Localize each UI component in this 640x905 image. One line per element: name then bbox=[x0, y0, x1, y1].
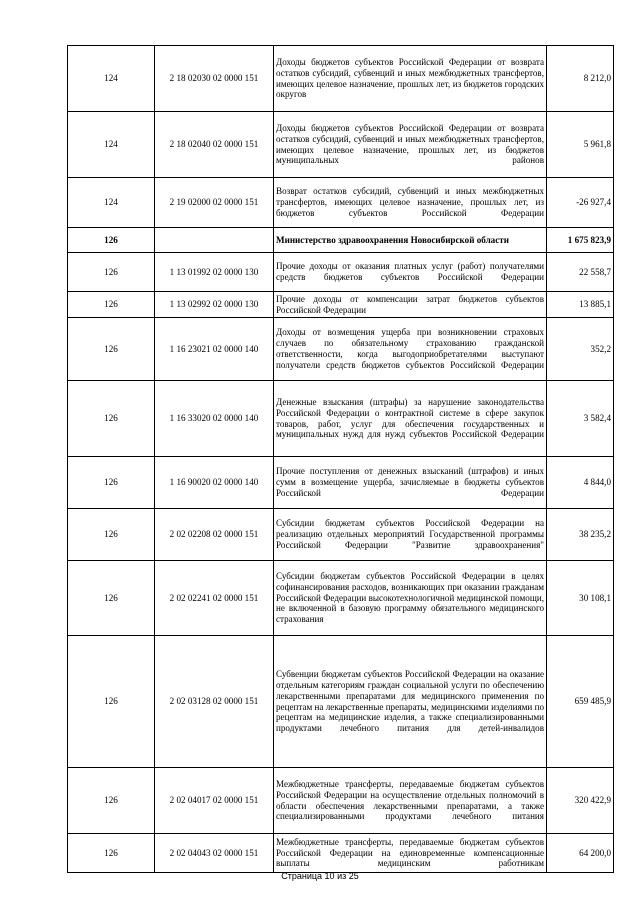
revenue-name-cell: Субвенции бюджетам субъектов Российской Федерации на оказание отдельным категориям граждан социальной услуги по обеспечению лекарственными препаратами для медицинского применения по рецептам на лекарственные препараты, медицинскими изделиями по рецептам на медицинские изделия, а также специализированными продуктами лечебного питания для детей-инвалидов bbox=[274, 636, 547, 768]
admin-code-cell: 126 bbox=[68, 318, 155, 381]
amount-cell: 30 108,1 bbox=[547, 561, 614, 636]
revenue-name-cell: Доходы бюджетов субъектов Российской Федерации от возврата остатков субсидий, субвенций и иных межбюджетных трансфертов, имеющих целевое назначение, прошлых лет, из бюджетов городских округов bbox=[274, 46, 547, 112]
administrator-name-cell: Министерство здравоохранения Новосибирской области bbox=[274, 228, 547, 253]
admin-code-cell: 124 bbox=[68, 46, 155, 112]
admin-code-cell: 126 bbox=[68, 509, 155, 561]
amount-cell: 4 844,0 bbox=[547, 457, 614, 509]
admin-code-cell: 126 bbox=[68, 636, 155, 768]
revenue-name-cell: Прочие доходы от компенсации затрат бюджетов субъектов Российской Федерации bbox=[274, 292, 547, 318]
amount-cell: 64 200,0 bbox=[547, 834, 614, 873]
table-row bbox=[68, 253, 614, 292]
amount-cell: 22 558,7 bbox=[547, 253, 614, 292]
amount-cell: 8 212,0 bbox=[547, 46, 614, 112]
classification-code-cell: 2 02 04043 02 0000 151 bbox=[155, 834, 274, 873]
revenue-name-cell: Возврат остатков субсидий, субвенций и иных межбюджетных трансфертов, имеющих целевое назначение, прошлых лет, из бюджетов субъектов Российской Федерации bbox=[274, 178, 547, 228]
admin-code-cell: 126 bbox=[68, 457, 155, 509]
table-row bbox=[68, 292, 614, 318]
table-row bbox=[68, 178, 614, 228]
table-row bbox=[68, 318, 614, 381]
amount-cell: 320 422,9 bbox=[547, 768, 614, 834]
classification-code-cell: 2 02 02241 02 0000 151 bbox=[155, 561, 274, 636]
revenue-name-cell: Субсидии бюджетам субъектов Российской Федерации в целях софинансирования расходов, возникающих при оказании гражданам Российской Федерации высокотехнологичной медицинской помощи, не включенной в базовую программу обязательного медицинского страхования bbox=[274, 561, 547, 636]
table-row bbox=[68, 112, 614, 178]
classification-code-cell: 1 16 90020 02 0000 140 bbox=[155, 457, 274, 509]
revenue-name-cell: Денежные взыскания (штрафы) за нарушение законодательства Российской Федерации о контрактной системе в сфере закупок товаров, работ, услуг для обеспечения государственных и муниципальных нужд для нужд субъектов Российской Федерации bbox=[274, 381, 547, 457]
admin-code-cell: 126 bbox=[68, 253, 155, 292]
classification-code-cell: 2 18 02040 02 0000 151 bbox=[155, 112, 274, 178]
admin-code-cell: 124 bbox=[68, 178, 155, 228]
table-row bbox=[68, 381, 614, 457]
revenue-name-cell: Межбюджетные трансферты, передаваемые бюджетам субъектов Российской Федерации на осуществление отдельных полномочий в области обеспечения лекарственными препаратами, а также специализированными продуктами лечебного питания bbox=[274, 768, 547, 834]
table-row bbox=[68, 834, 614, 873]
admin-code-cell: 126 bbox=[68, 381, 155, 457]
classification-code-cell: 1 13 02992 02 0000 130 bbox=[155, 292, 274, 318]
admin-code-cell: 124 bbox=[68, 112, 155, 178]
classification-code-cell: 2 18 02030 02 0000 151 bbox=[155, 46, 274, 112]
amount-cell: 659 485,9 bbox=[547, 636, 614, 768]
admin-code-cell: 126 bbox=[68, 292, 155, 318]
amount-cell: 3 582,4 bbox=[547, 381, 614, 457]
classification-code-cell: 1 16 33020 02 0000 140 bbox=[155, 381, 274, 457]
classification-code-cell bbox=[155, 228, 274, 253]
revenue-name-cell: Прочие поступления от денежных взысканий (штрафов) и иных сумм в возмещение ущерба, зачисляемые в бюджеты субъектов Российской Федерации bbox=[274, 457, 547, 509]
table-row bbox=[68, 46, 614, 112]
amount-cell: -26 927,4 bbox=[547, 178, 614, 228]
classification-code-cell: 1 13 01992 02 0000 130 bbox=[155, 253, 274, 292]
admin-code-cell: 126 bbox=[68, 228, 155, 253]
admin-code-cell: 126 bbox=[68, 768, 155, 834]
table-row bbox=[68, 457, 614, 509]
classification-code-cell: 2 02 04017 02 0000 151 bbox=[155, 768, 274, 834]
table-row-section-header bbox=[68, 228, 614, 253]
amount-cell: 1 675 823,9 bbox=[547, 228, 614, 253]
table-row bbox=[68, 636, 614, 768]
revenue-name-cell: Субсидии бюджетам субъектов Российской Федерации на реализацию отдельных мероприятий Государственной программы Российской Федерации "Развитие здравоохранения" bbox=[274, 509, 547, 561]
revenue-name-cell: Доходы бюджетов субъектов Российской Федерации от возврата остатков субсидий, субвенций и иных межбюджетных трансфертов, имеющих целевое назначение, прошлых лет, из бюджетов муниципальных районов bbox=[274, 112, 547, 178]
admin-code-cell: 126 bbox=[68, 834, 155, 873]
amount-cell: 38 235,2 bbox=[547, 509, 614, 561]
amount-cell: 5 961,8 bbox=[547, 112, 614, 178]
classification-code-cell: 2 02 03128 02 0000 151 bbox=[155, 636, 274, 768]
amount-cell: 352,2 bbox=[547, 318, 614, 381]
classification-code-cell: 2 19 02000 02 0000 151 bbox=[155, 178, 274, 228]
page-number-footer: Страница 10 из 25 bbox=[281, 871, 359, 881]
amount-cell: 13 885,1 bbox=[547, 292, 614, 318]
table-row bbox=[68, 509, 614, 561]
classification-code-cell: 1 16 23021 02 0000 140 bbox=[155, 318, 274, 381]
table-row bbox=[68, 768, 614, 834]
budget-revenue-table bbox=[67, 45, 614, 873]
revenue-name-cell: Прочие доходы от оказания платных услуг (работ) получателями средств бюджетов субъектов Российской Федерации bbox=[274, 253, 547, 292]
admin-code-cell: 126 bbox=[68, 561, 155, 636]
table-row bbox=[68, 561, 614, 636]
revenue-name-cell: Доходы от возмещения ущерба при возникновении страховых случаев по обязательному страхованию гражданской ответственности, когда выгодоприобретателями выступают получатели средств бюджетов субъектов Российской Федерации bbox=[274, 318, 547, 381]
revenue-name-cell: Межбюджетные трансферты, передаваемые бюджетам субъектов Российской Федерации на единовременные компенсационные выплаты медицинским работникам bbox=[274, 834, 547, 873]
classification-code-cell: 2 02 02208 02 0000 151 bbox=[155, 509, 274, 561]
